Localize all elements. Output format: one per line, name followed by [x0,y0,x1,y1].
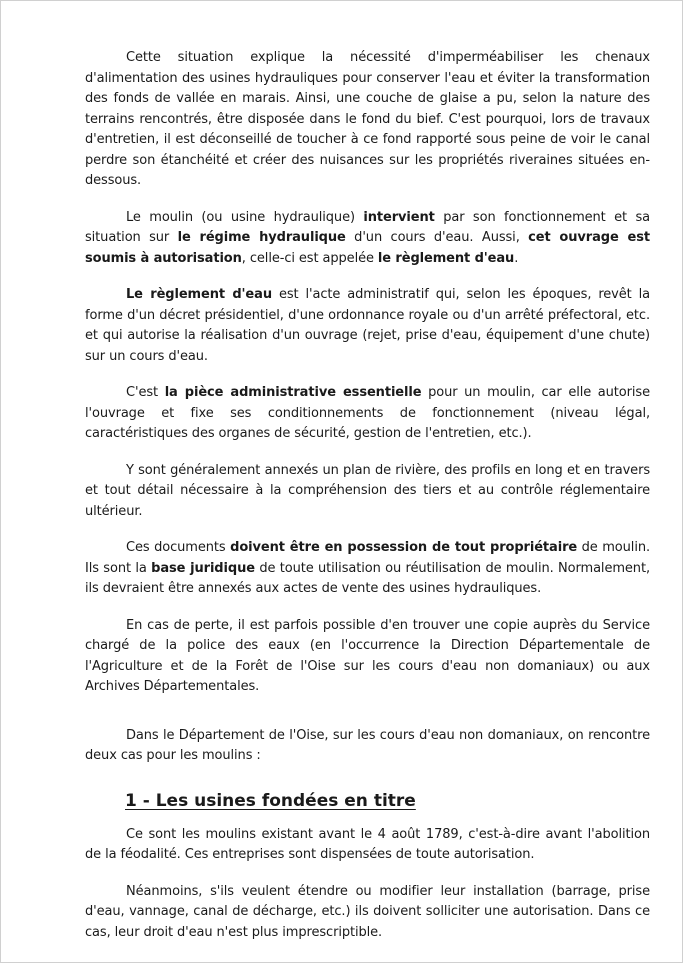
text-run: Le moulin (ou usine hydraulique) [126,209,364,225]
text-run: pour un moulin, car elle autorise l'ouvrage et fixe ses conditionnements de fonctionnement (niveau légal, caractéristiques des organes de sécurité, gestion de l'entretien, etc.). [85,385,650,441]
page-body [85,48,650,943]
text-run: par son fonctionnement et sa situation sur [85,209,650,245]
bold-run: la pièce administrative essentielle [164,385,422,400]
paragraph-neanmoins: Néanmoins, s'ils veulent étendre ou modifier leur installation (barrage, prise d'eau, vannage, canal de décharge, etc.) ils doivent solliciter une autorisation. Dans ce cas, leur droit d'eau n'est plus imprescriptible. [85,883,650,940]
paragraph-impermeabilisation: Cette situation explique la nécessité d'imperméabiliser les chenaux d'alimentation des usines hydrauliques pour conserver l'eau et éviter la transformation des fonds de vallée en marais. Ainsi, une couche de glaise a pu, selon la nature des terrains rencontrés, être disposée dans le fond du bief. C'est pourquoi, lors de travaux d'entretien, il est déconseillé de toucher à ce fond rapporté sous peine de voir le canal perdre son étanchéité et créer des nuisances sur les propriétés riveraines situées en-dessous. [85,50,650,188]
section-heading: 1 - Les usines fondées en titre [125,790,416,811]
paragraph-documents-proprietaire [85,538,650,600]
paragraph-avant-1789: Ce sont les moulins existant avant le 4 août 1789, c'est-à-dire avant l'abolition de la féodalité. Ces entreprises sont dispensées de toute autorisation. [85,826,650,862]
text-run: Ces documents [126,540,231,555]
text-run: . [514,250,519,266]
bold-run: doivent être en possession de tout propriétaire [230,540,578,555]
text-run: d'un cours d'eau. Aussi, [345,230,529,245]
paragraph-deux-cas: Dans le Département de l'Oise, sur les cours d'eau non domaniaux, on rencontre deux cas pour les moulins : [85,727,650,763]
text-run: , celle-ci est appelée [241,250,378,266]
bold-run: intervient [363,209,435,225]
paragraph-perte-copie: En cas de perte, il est parfois possible d'en trouver une copie auprès du Service chargé de la police des eaux (en l'occurrence la Direction Départementale de l'Agriculture et de la Forêt de l'Oise sur les cours d'eau non domaniaux) ou aux Archives Départementales. [85,617,650,694]
paragraph-moulin-intervient [85,208,650,270]
paragraph-reglement-definition [85,285,650,367]
bold-run: Le règlement d'eau [126,287,272,302]
bold-run: base juridique [151,560,255,576]
bold-run: cet ouvrage est soumis à autorisation [85,230,650,266]
text-run: de moulin. Ils sont la [85,540,650,576]
text-run: de toute utilisation ou réutilisation de moulin. Normalement, ils devraient être annexés aux actes de vente des usines hydrauliques. [85,560,650,596]
bold-run: le règlement d'eau [377,250,515,266]
text-run: C'est [126,385,165,400]
paragraph-annexes: Y sont généralement annexés un plan de rivière, des profils en long et en travers et tout détail nécessaire à la compréhension des tiers et au contrôle réglementaire ultérieur. [85,462,650,519]
text-run: est l'acte administratif qui, selon les époques, revêt la forme d'un décret présidentiel, d'une ordonnance royale ou d'un arrêté préfectoral, etc. et qui autorise la réalisation d'un ouvrage (rejet, prise d'eau, équipement d'une chute) sur un cours d'eau. [85,287,651,364]
bold-run: le régime hydraulique [177,230,346,245]
paragraph-piece-essentielle [85,383,650,445]
